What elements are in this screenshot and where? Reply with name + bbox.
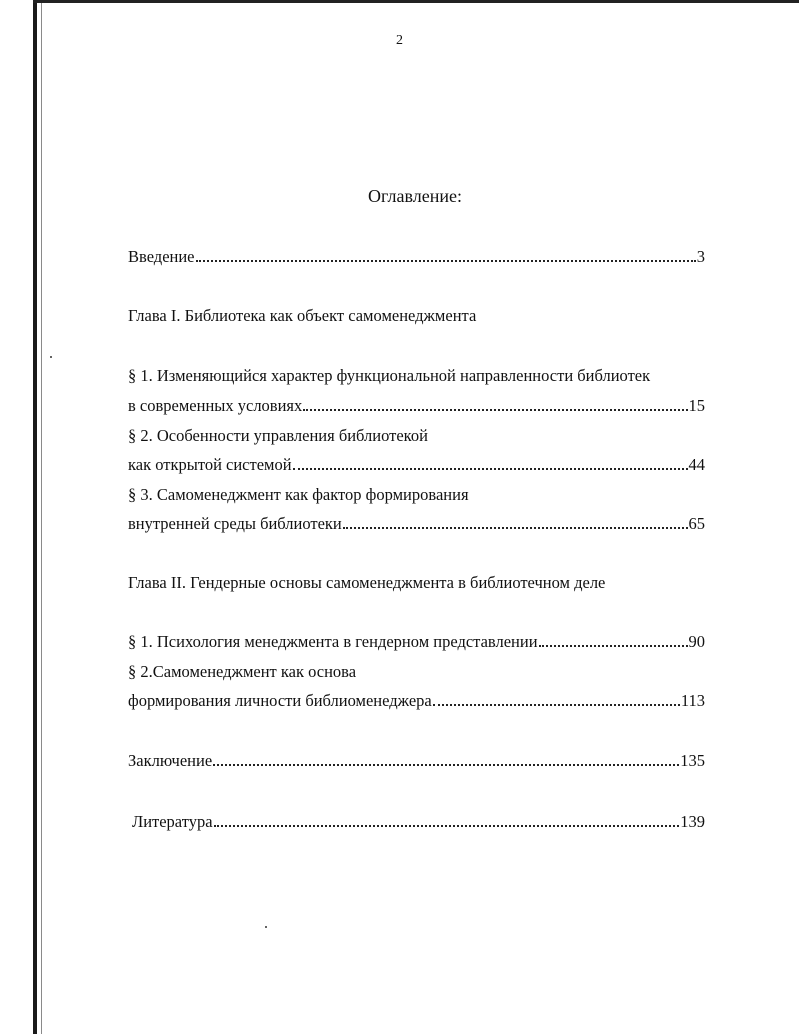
toc-entry-ch1-s1-line1[interactable]: § 1. Изменяющийся характер функциональной направленности библиотек [128,366,651,385]
toc-entry-ch2-s2-line1[interactable]: § 2.Самоменеджмент как основа [128,662,357,681]
scan-speck [265,926,267,928]
toc-entry-ch2-s2[interactable] [128,691,705,711]
scan-speck [50,356,52,358]
toc-entry-page: 65 [688,514,705,533]
scan-edge-left [33,0,37,1034]
dot-leader [213,764,679,766]
toc-entry-ch1-s3-line1[interactable]: § 3. Самоменеджмент как фактор формирования [128,485,469,504]
dot-leader [539,645,688,647]
toc-entry-ch1-s2-line1[interactable]: § 2. Особенности управления библиотекой [128,426,428,445]
toc-entry-page: 135 [680,751,705,770]
chapter2-title[interactable]: Глава II. Гендерные основы самоменеджмента в библиотечном деле [128,573,606,592]
scan-edge-top [33,0,799,3]
dot-leader [293,468,688,470]
dot-leader [433,704,680,706]
toc-entry-page: 15 [688,396,705,415]
dot-leader [303,409,687,411]
toc-entry-label: формирования личности библиоменеджера [128,691,432,710]
toc-entry-ch1-s1[interactable] [128,396,705,416]
toc-entry-conclusion[interactable] [128,751,705,771]
toc-entry-page: 3 [696,247,705,266]
toc-entry-label: Литература [132,812,213,831]
dot-leader [214,825,680,827]
toc-entry-page: 139 [680,812,705,831]
toc-entry-label: Введение [128,247,195,266]
toc-entry-label: Заключение [128,751,213,770]
toc-entry-literature[interactable] [132,812,705,832]
chapter1-title[interactable]: Глава I. Библиотека как объект самоменеджмента [128,306,477,325]
toc-entry-label: § 1. Психология менеджмента в гендерном представлении [128,632,538,651]
toc-entry-intro[interactable] [128,247,705,267]
dot-leader [343,527,688,529]
toc-title: Оглавление: [368,186,462,206]
toc-entry-ch1-s3[interactable] [128,514,705,534]
toc-entry-label: в современных условиях [128,396,303,415]
toc-entry-label: как открытой системой [128,455,292,474]
page-number: 2 [396,33,403,48]
dot-leader [196,260,696,262]
toc-entry-ch1-s2[interactable] [128,455,705,475]
toc-entry-page: 90 [688,632,705,651]
scan-edge-line [41,0,42,1034]
toc-entry-page: 113 [680,691,705,710]
toc-entry-label: внутренней среды библиотеки [128,514,342,533]
toc-entry-ch2-s1[interactable] [128,632,705,652]
toc-entry-page: 44 [688,455,705,474]
